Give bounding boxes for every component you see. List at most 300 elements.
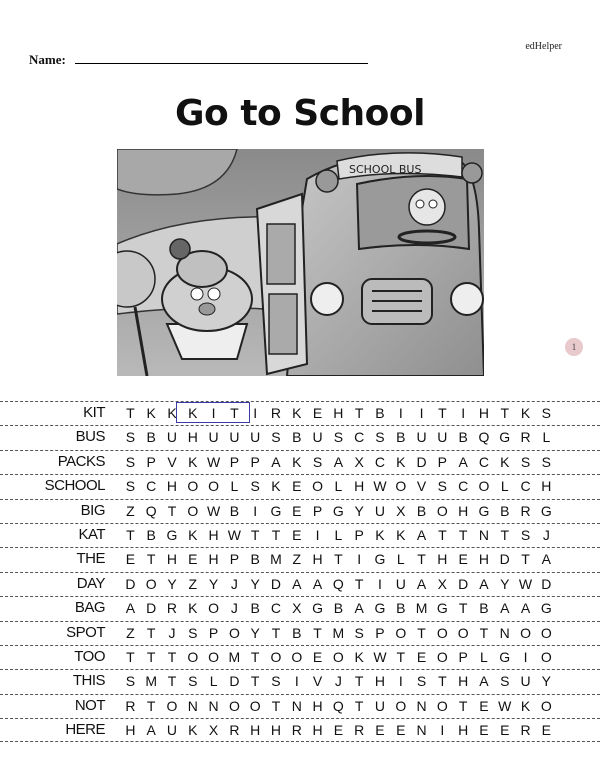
letter-cell[interactable]: A: [333, 453, 344, 470]
letter-cell[interactable]: R: [520, 722, 531, 739]
letter-cell[interactable]: T: [146, 624, 156, 641]
letter-cell[interactable]: K: [188, 722, 198, 739]
letter-cell[interactable]: E: [292, 478, 302, 495]
letter-cell[interactable]: H: [458, 502, 469, 519]
letter-cell[interactable]: U: [395, 575, 406, 592]
letter-cell[interactable]: B: [416, 502, 427, 519]
letter-cell[interactable]: S: [125, 478, 136, 495]
letter-cell[interactable]: O: [187, 502, 199, 519]
letter-row: [120, 429, 557, 445]
letter-cell[interactable]: W: [498, 697, 512, 714]
letter-cell[interactable]: I: [253, 405, 258, 421]
letter-cell[interactable]: C: [374, 453, 386, 470]
letter-cell[interactable]: N: [416, 697, 427, 714]
letter-cell[interactable]: R: [520, 429, 531, 446]
letter-cell[interactable]: D: [270, 575, 282, 592]
letter-cell[interactable]: L: [334, 478, 343, 495]
letter-cell[interactable]: T: [250, 648, 260, 665]
letter-cell[interactable]: T: [458, 697, 468, 714]
letter-cell[interactable]: Y: [167, 575, 177, 592]
letter-cell[interactable]: E: [292, 526, 302, 543]
letter-cell[interactable]: K: [354, 648, 364, 665]
letter-cell[interactable]: S: [271, 673, 281, 690]
letter-cell[interactable]: I: [253, 502, 258, 519]
letter-cell[interactable]: W: [206, 502, 221, 519]
letter-cell[interactable]: W: [373, 478, 387, 495]
letter-cell[interactable]: K: [520, 697, 531, 714]
letter-cell[interactable]: M: [228, 648, 241, 665]
letter-cell[interactable]: H: [187, 429, 198, 446]
letter-cell[interactable]: T: [354, 673, 364, 690]
letter-cell[interactable]: O: [332, 648, 344, 665]
letter-cell[interactable]: W: [518, 575, 533, 592]
letter-cell[interactable]: U: [437, 429, 448, 446]
letter-cell[interactable]: X: [396, 502, 406, 519]
letter-cell[interactable]: T: [146, 648, 156, 665]
letter-cell[interactable]: J: [230, 575, 238, 592]
letter-cell[interactable]: L: [230, 478, 239, 495]
letter-cell[interactable]: I: [357, 551, 362, 568]
letter-cell[interactable]: O: [270, 648, 282, 665]
letter-cell[interactable]: H: [208, 551, 219, 568]
letter-cell[interactable]: A: [416, 526, 427, 543]
letter-cell[interactable]: S: [271, 429, 281, 446]
letter-cell[interactable]: E: [125, 551, 136, 568]
letter-cell[interactable]: E: [396, 722, 406, 739]
letter-cell[interactable]: E: [292, 502, 302, 519]
letter-cell[interactable]: T: [354, 575, 364, 592]
letter-cell[interactable]: K: [146, 405, 156, 421]
letter-cell[interactable]: O: [291, 648, 303, 665]
letter-cell[interactable]: D: [416, 453, 427, 470]
letter-cell[interactable]: E: [188, 551, 198, 568]
letter-cell[interactable]: O: [436, 648, 448, 665]
letter-cell[interactable]: X: [208, 722, 219, 739]
letter-cell[interactable]: W: [206, 453, 221, 470]
letter-cell[interactable]: B: [250, 551, 260, 568]
letter-cell[interactable]: M: [145, 673, 158, 690]
letter-cell[interactable]: T: [167, 648, 177, 665]
letter-cell[interactable]: N: [499, 624, 510, 641]
letter-cell[interactable]: G: [436, 600, 448, 617]
letter-cell[interactable]: O: [312, 478, 324, 495]
letter-cell[interactable]: H: [458, 722, 469, 739]
letter-cell[interactable]: Q: [145, 502, 157, 519]
letter-cell[interactable]: K: [167, 405, 177, 421]
letter-cell[interactable]: D: [499, 551, 510, 568]
letter-cell[interactable]: H: [458, 673, 469, 690]
letter-cell[interactable]: M: [332, 624, 345, 641]
letter-cell[interactable]: T: [126, 526, 135, 543]
letter-cell[interactable]: A: [479, 673, 489, 690]
letter-cell[interactable]: P: [208, 624, 219, 641]
letter-cell[interactable]: T: [250, 673, 260, 690]
letter-cell[interactable]: O: [395, 478, 407, 495]
letter-cell[interactable]: P: [437, 453, 448, 470]
letter-cell[interactable]: H: [437, 551, 448, 568]
letter-cell[interactable]: O: [208, 648, 220, 665]
letter-cell[interactable]: L: [396, 551, 405, 568]
letter-cell[interactable]: H: [312, 697, 323, 714]
letter-cell[interactable]: H: [478, 405, 489, 421]
letter-cell[interactable]: K: [396, 526, 406, 543]
letter-cell[interactable]: O: [540, 624, 552, 641]
letter-cell[interactable]: A: [146, 722, 156, 739]
letter-cell[interactable]: O: [187, 648, 199, 665]
letter-cell[interactable]: O: [540, 697, 552, 714]
letter-cell[interactable]: S: [375, 429, 385, 446]
letter-cell[interactable]: S: [333, 429, 344, 446]
letter-cell[interactable]: U: [208, 429, 219, 446]
letter-cell[interactable]: U: [166, 429, 178, 446]
letter-cell[interactable]: K: [520, 405, 531, 421]
letter-cell[interactable]: S: [125, 673, 136, 690]
letter-cell[interactable]: R: [270, 405, 282, 421]
letter-cell[interactable]: Y: [250, 624, 260, 641]
letter-cell[interactable]: H: [333, 405, 344, 421]
letter-cell[interactable]: N: [478, 526, 489, 543]
letter-cell[interactable]: E: [312, 405, 323, 421]
letter-cell[interactable]: L: [480, 648, 488, 665]
letter-cell[interactable]: U: [520, 673, 531, 690]
letter-cell[interactable]: T: [458, 600, 468, 617]
letter-cell[interactable]: U: [166, 722, 178, 739]
letter-cell[interactable]: U: [250, 429, 261, 446]
letter-cell[interactable]: U: [374, 502, 386, 519]
letter-cell[interactable]: T: [521, 551, 530, 568]
letter-cell[interactable]: H: [166, 551, 178, 568]
letter-cell[interactable]: S: [125, 429, 136, 446]
letter-cell[interactable]: X: [437, 575, 448, 592]
letter-cell[interactable]: P: [312, 502, 323, 519]
letter-cell[interactable]: T: [313, 624, 322, 641]
letter-cell[interactable]: K: [500, 453, 510, 470]
letter-cell[interactable]: C: [478, 453, 489, 470]
letter-cell[interactable]: D: [541, 575, 552, 592]
letter-cell[interactable]: A: [520, 600, 531, 617]
letter-cell[interactable]: E: [500, 722, 510, 739]
letter-cell[interactable]: D: [146, 600, 157, 617]
letter-cell[interactable]: G: [499, 648, 511, 665]
letter-cell[interactable]: N: [291, 697, 302, 714]
letter-cell[interactable]: K: [375, 526, 385, 543]
letter-cell[interactable]: O: [145, 575, 157, 592]
letter-cell[interactable]: J: [334, 673, 342, 690]
letter-cell[interactable]: T: [271, 624, 281, 641]
letter-cell[interactable]: T: [146, 697, 156, 714]
letter-cell[interactable]: P: [229, 551, 240, 568]
letter-cell[interactable]: H: [541, 478, 552, 495]
word-label: BAG: [74, 599, 105, 617]
letter-cell[interactable]: O: [436, 697, 448, 714]
letter-cell[interactable]: S: [354, 624, 364, 641]
letter-cell[interactable]: V: [167, 453, 177, 470]
letter-cell[interactable]: A: [541, 551, 551, 568]
letter-cell[interactable]: O: [478, 478, 490, 495]
letter-cell[interactable]: X: [292, 600, 302, 617]
letter-cell[interactable]: Y: [541, 673, 551, 690]
letter-cell[interactable]: M: [270, 551, 282, 568]
letter-cell[interactable]: R: [229, 722, 240, 739]
letter-cell[interactable]: B: [292, 429, 302, 446]
letter-cell[interactable]: T: [354, 405, 364, 421]
letter-cell[interactable]: I: [398, 405, 403, 421]
letter-cell[interactable]: I: [523, 648, 528, 665]
letter-cell[interactable]: K: [188, 600, 198, 617]
letter-cell[interactable]: O: [249, 697, 261, 714]
letter-cell[interactable]: S: [312, 453, 323, 470]
letter-cell[interactable]: H: [125, 722, 136, 739]
letter-cell[interactable]: K: [188, 405, 198, 421]
letter-cell[interactable]: R: [520, 502, 531, 519]
letter-cell[interactable]: S: [541, 453, 551, 470]
letter-cell[interactable]: I: [461, 405, 466, 421]
letter-cell[interactable]: T: [438, 526, 447, 543]
letter-cell[interactable]: Q: [332, 575, 344, 592]
letter-cell[interactable]: Z: [126, 624, 135, 641]
letter-cell[interactable]: Z: [188, 575, 198, 592]
letter-cell[interactable]: G: [332, 502, 344, 519]
letter-cell[interactable]: G: [270, 502, 282, 519]
letter-cell[interactable]: A: [125, 600, 136, 617]
name-label: Name:: [29, 52, 66, 67]
letter-cell[interactable]: E: [479, 722, 489, 739]
letter-cell[interactable]: S: [416, 673, 427, 690]
letter-cell[interactable]: T: [500, 526, 510, 543]
letter-cell[interactable]: S: [520, 453, 531, 470]
letter-cell[interactable]: S: [541, 405, 551, 421]
letter-cell[interactable]: T: [438, 405, 447, 421]
letter-cell[interactable]: C: [270, 600, 282, 617]
letter-cell[interactable]: W: [373, 648, 387, 665]
letter-cell[interactable]: A: [271, 453, 281, 470]
letter-cell[interactable]: Y: [354, 502, 364, 519]
letter-cell[interactable]: A: [458, 453, 468, 470]
letter-cell[interactable]: G: [478, 502, 490, 519]
letter-cell[interactable]: T: [417, 624, 426, 641]
letter-cell[interactable]: S: [500, 673, 510, 690]
letter-cell[interactable]: V: [312, 673, 323, 690]
letter-cell[interactable]: T: [126, 648, 135, 665]
letter-cell[interactable]: N: [416, 722, 427, 739]
letter-cell[interactable]: T: [167, 502, 177, 519]
letter-cell[interactable]: R: [166, 600, 178, 617]
letter-cell[interactable]: G: [312, 600, 324, 617]
letter-cell[interactable]: S: [188, 673, 198, 690]
letter-cell[interactable]: W: [227, 526, 241, 543]
letter-cell[interactable]: T: [500, 405, 510, 421]
letter-cell[interactable]: O: [228, 697, 240, 714]
letter-cell[interactable]: K: [271, 478, 281, 495]
letter-cell[interactable]: V: [416, 478, 427, 495]
letter-cell[interactable]: O: [457, 624, 469, 641]
letter-cell[interactable]: T: [438, 673, 447, 690]
letter-cell[interactable]: B: [250, 600, 260, 617]
letter-cell[interactable]: P: [250, 453, 260, 470]
letter-cell[interactable]: O: [166, 697, 178, 714]
letter-cell[interactable]: H: [250, 722, 261, 739]
letter-cell[interactable]: Y: [250, 575, 260, 592]
letter-cell[interactable]: L: [500, 478, 509, 495]
letter-cell[interactable]: H: [374, 673, 386, 690]
letter-cell[interactable]: K: [292, 405, 302, 421]
word-label: TOO: [74, 647, 105, 665]
letter-cell[interactable]: C: [354, 429, 365, 446]
letter-cell[interactable]: T: [126, 405, 135, 421]
letter-cell[interactable]: B: [458, 429, 468, 446]
letter-cell[interactable]: M: [415, 600, 428, 617]
letter-cell[interactable]: B: [375, 405, 385, 421]
letter-cell[interactable]: O: [540, 648, 552, 665]
letter-cell[interactable]: G: [374, 600, 386, 617]
letter-cell[interactable]: E: [375, 722, 385, 739]
letter-cell[interactable]: P: [375, 624, 385, 641]
letter-cell[interactable]: O: [436, 624, 448, 641]
letter-cell[interactable]: H: [270, 722, 282, 739]
letter-cell[interactable]: E: [416, 648, 427, 665]
letter-cell[interactable]: U: [229, 429, 240, 446]
letter-cell[interactable]: A: [292, 575, 302, 592]
letter-cell[interactable]: Y: [208, 575, 219, 592]
letter-cell[interactable]: I: [211, 405, 216, 421]
letter-cell[interactable]: G: [499, 429, 511, 446]
letter-cell[interactable]: Q: [478, 429, 490, 446]
letter-cell[interactable]: A: [500, 600, 510, 617]
letter-cell[interactable]: H: [312, 722, 323, 739]
letter-cell[interactable]: O: [520, 624, 531, 641]
letter-cell[interactable]: T: [230, 405, 239, 421]
letter-cell[interactable]: T: [271, 697, 281, 714]
letter-cell[interactable]: B: [229, 502, 240, 519]
letter-cell[interactable]: K: [188, 453, 198, 470]
letter-cell[interactable]: R: [354, 722, 365, 739]
letter-cell[interactable]: P: [146, 453, 156, 470]
letter-cell[interactable]: I: [398, 673, 403, 690]
letter-cell[interactable]: P: [354, 526, 364, 543]
letter-cell[interactable]: O: [208, 600, 220, 617]
letter-cell[interactable]: S: [250, 478, 260, 495]
letter-cell[interactable]: S: [437, 478, 448, 495]
letter-cell[interactable]: J: [542, 526, 550, 543]
letter-cell[interactable]: K: [292, 453, 302, 470]
letter-cell[interactable]: L: [209, 673, 218, 690]
letter-cell[interactable]: I: [419, 405, 424, 421]
letter-cell[interactable]: J: [168, 624, 176, 641]
letter-cell[interactable]: G: [540, 502, 552, 519]
letter-cell[interactable]: L: [334, 526, 343, 543]
letter-cell[interactable]: C: [520, 478, 531, 495]
letter-cell[interactable]: U: [374, 697, 386, 714]
letter-cell[interactable]: T: [458, 526, 468, 543]
letter-cell[interactable]: T: [334, 551, 343, 568]
letter-cell[interactable]: O: [228, 624, 240, 641]
letter-cell[interactable]: I: [440, 722, 445, 739]
letter-cell[interactable]: D: [458, 575, 469, 592]
letter-cell[interactable]: O: [187, 478, 199, 495]
letter-cell[interactable]: H: [478, 551, 489, 568]
letter-cell[interactable]: T: [354, 697, 364, 714]
letter-cell[interactable]: T: [167, 673, 177, 690]
letter-cell[interactable]: Z: [126, 502, 135, 519]
letter-cell[interactable]: Q: [332, 697, 344, 714]
letter-cell[interactable]: N: [187, 697, 198, 714]
letter-cell[interactable]: E: [312, 648, 323, 665]
letter-cell[interactable]: A: [479, 575, 489, 592]
letter-cell[interactable]: C: [146, 478, 157, 495]
letter-cell[interactable]: U: [416, 429, 427, 446]
letter-cell[interactable]: B: [333, 600, 344, 617]
letter-cell[interactable]: B: [396, 600, 406, 617]
letter-cell[interactable]: O: [395, 697, 407, 714]
letter-cell[interactable]: P: [458, 648, 468, 665]
letter-cell[interactable]: G: [374, 551, 386, 568]
letter-cell[interactable]: B: [146, 429, 156, 446]
letter-cell[interactable]: X: [354, 453, 364, 470]
letter-cell[interactable]: E: [458, 551, 468, 568]
letter-cell[interactable]: G: [166, 526, 178, 543]
letter-cell[interactable]: R: [291, 722, 302, 739]
letter-cell[interactable]: E: [333, 722, 344, 739]
letter-cell[interactable]: U: [312, 429, 323, 446]
letter-cell[interactable]: H: [208, 526, 219, 543]
letter-cell[interactable]: O: [208, 478, 220, 495]
letter-cell[interactable]: E: [541, 722, 551, 739]
letter-cell[interactable]: R: [125, 697, 136, 714]
letter-cell[interactable]: B: [396, 429, 406, 446]
letter-cell[interactable]: A: [312, 575, 323, 592]
letter-cell[interactable]: P: [229, 453, 240, 470]
letter-cell[interactable]: L: [542, 429, 551, 446]
letter-cell[interactable]: K: [188, 526, 198, 543]
letter-cell[interactable]: H: [354, 478, 365, 495]
letter-cell[interactable]: T: [271, 526, 281, 543]
name-field-line[interactable]: [75, 63, 368, 64]
letter-cell[interactable]: T: [479, 624, 489, 641]
letter-cell[interactable]: D: [125, 575, 136, 592]
letter-cell[interactable]: S: [520, 526, 531, 543]
letter-cell[interactable]: B: [479, 600, 489, 617]
letter-cell[interactable]: H: [312, 551, 323, 568]
letter-cell[interactable]: O: [436, 502, 448, 519]
letter-cell[interactable]: T: [417, 551, 426, 568]
letter-cell[interactable]: I: [294, 673, 299, 690]
letter-cell[interactable]: B: [292, 624, 302, 641]
word-search-grid: [0, 401, 600, 742]
letter-cell[interactable]: T: [146, 551, 156, 568]
letter-cell[interactable]: A: [416, 575, 427, 592]
letter-cell[interactable]: O: [395, 624, 407, 641]
letter-cell[interactable]: H: [166, 478, 178, 495]
letter-cell[interactable]: N: [208, 697, 219, 714]
letter-cell[interactable]: G: [540, 600, 552, 617]
letter-cell[interactable]: S: [125, 453, 136, 470]
letter-cell[interactable]: B: [500, 502, 510, 519]
letter-cell[interactable]: T: [250, 526, 260, 543]
letter-cell[interactable]: T: [396, 648, 406, 665]
letter-cell[interactable]: A: [354, 600, 364, 617]
letter-cell[interactable]: D: [229, 673, 240, 690]
letter-cell[interactable]: I: [315, 526, 320, 543]
letter-cell[interactable]: B: [146, 526, 156, 543]
letter-cell[interactable]: S: [188, 624, 198, 641]
letter-cell[interactable]: Y: [500, 575, 510, 592]
letter-cell[interactable]: J: [230, 600, 238, 617]
letter-cell[interactable]: Z: [292, 551, 302, 568]
letter-cell[interactable]: I: [378, 575, 382, 592]
letter-cell[interactable]: E: [479, 697, 489, 714]
letter-cell[interactable]: K: [396, 453, 406, 470]
letter-cell[interactable]: C: [458, 478, 469, 495]
